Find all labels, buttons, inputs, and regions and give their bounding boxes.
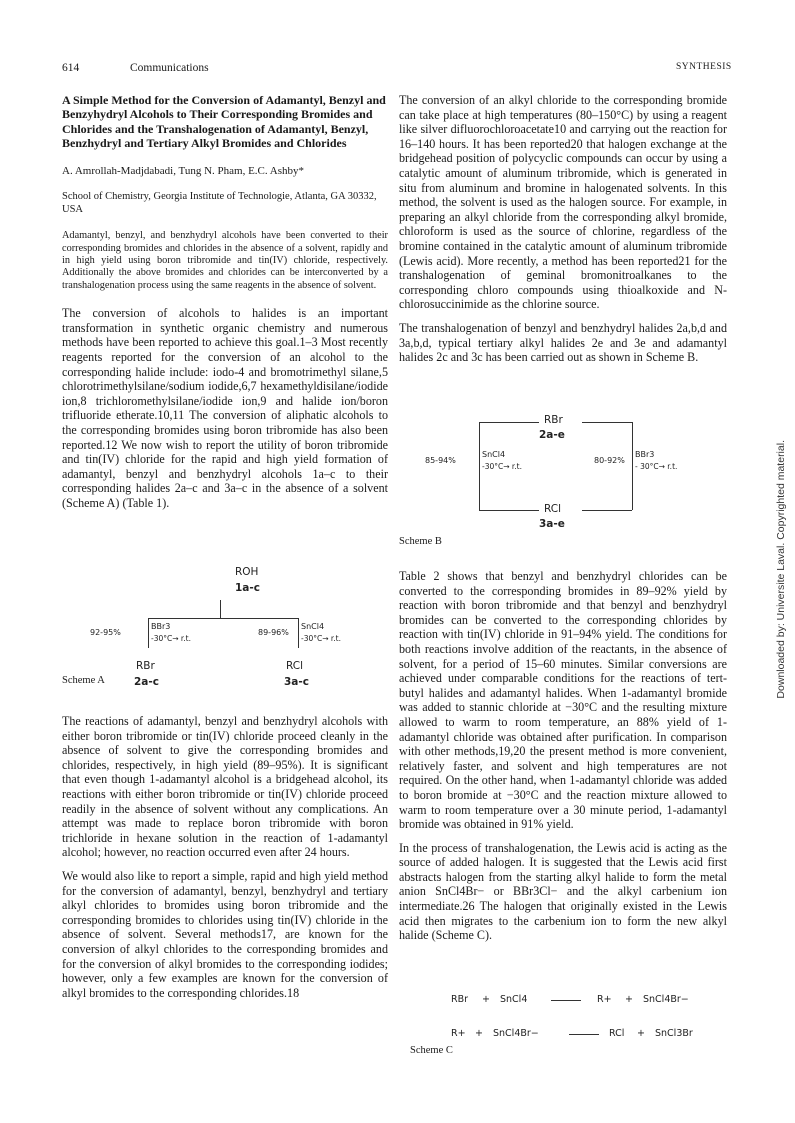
- scheme-c-r2-anion: SnCl4Br−: [493, 1028, 539, 1039]
- scheme-b-right-line: [632, 422, 633, 510]
- scheme-a-branch: [148, 618, 298, 619]
- scheme-c-r2-byproduct: SnCl3Br: [655, 1028, 693, 1039]
- right-column-lower: [399, 569, 727, 952]
- scheme-b-top-product-id: 2a-e: [539, 429, 565, 441]
- article-abstract: Adamantyl, benzyl, and benzhydryl alcohols have been converted to their corresponding bromides and chlorides in the absence of a solvent, rapidly and in high yield using boron tribromide and tin(IV) chloride, respectively. Additionally the above bromides and chlorides can be interconverted by a transhalogenation process using the same reagents in the absence of solvent.: [62, 230, 388, 291]
- scheme-c-r1-cation: R+: [597, 994, 612, 1005]
- scheme-c-label: Scheme C: [410, 1045, 453, 1056]
- article-affiliation: School of Chemistry, Georgia Institute of Technologie, Atlanta, GA 30332, USA: [62, 191, 377, 216]
- scheme-c-r1-arrow: [551, 1000, 581, 1001]
- scheme-c-r2-plus: +: [475, 1028, 483, 1039]
- scheme-a-right-yield: 89-96%: [258, 628, 289, 637]
- scheme-a-left-product-id: 2a-c: [134, 676, 159, 688]
- scheme-c-r1-plus2: +: [625, 994, 633, 1005]
- article-authors: A. Amrollah-Madjdabadi, Tung N. Pham, E.C. Ashby*: [62, 164, 305, 177]
- body-paragraph: We would also like to report a simple, rapid and high yield method for the conversion of adamantyl, benzyl, benzhydryl and tertiary alkyl chlorides to bromides using boron tribromide and the corresponding bromides to chlorides using tin(IV) chloride in the absence of solvent. Several methods17, are known for the conversion of alkyl chlorides to the corresponding bromides and for the conversion of alkyl bromides to the corresponding iodides; however, only a few examples are known for the conversion of alkyl bromides to the corresponding chlorides.18: [62, 868, 388, 1000]
- download-watermark: Downloaded by: Universite Laval. Copyrighted material.: [775, 440, 787, 699]
- scheme-b-top-product: RBr: [544, 414, 563, 426]
- scheme-b-bottom-line-right: [582, 510, 632, 511]
- scheme-a-left-product: RBr: [136, 660, 155, 672]
- scheme-a-stem: [220, 600, 221, 618]
- scheme-c-r2-cation: R+: [451, 1028, 466, 1039]
- scheme-a-right-reagent: SnCl4: [301, 622, 325, 631]
- journal-name: SYNTHESIS: [676, 62, 732, 72]
- scheme-a-left-yield: 92-95%: [90, 628, 121, 637]
- scheme-c: [399, 990, 727, 1050]
- scheme-c-r1-reactant: RBr: [451, 994, 469, 1005]
- scheme-a: [62, 560, 388, 700]
- scheme-b-right-reagent: BBr3: [635, 450, 655, 459]
- scheme-b-right-conditions: - 30°C→ r.t.: [635, 462, 678, 471]
- scheme-a-right-product: RCl: [286, 660, 304, 672]
- scheme-a-left-arrow: [148, 618, 149, 648]
- scheme-c-r2-arrow: [569, 1034, 599, 1035]
- body-paragraph: In the process of transhalogenation, the Lewis acid is acting as the source of added halogen. It is suggested that the Lewis acid first abstracts halogen from the starting alkyl halide to form the metal anion SnCl4Br− or BBr3Cl− and the alkyl carbenium ion intermediate.26 The halogen that originally existed in the Lewis acid then migrates to the carbenium ion to form the new alkyl halide (Scheme C).: [399, 840, 727, 943]
- body-paragraph: The transhalogenation of benzyl and benzhydryl halides 2a,b,d and 3a,b,d, typical tertiary alkyl halides 2e and 3e and adamantyl halides 2c and 3c has been carried out as shown in Scheme B.: [399, 320, 727, 365]
- body-paragraph: Table 2 shows that benzyl and benzhydryl chlorides can be converted to the corresponding bromides in 89–92% yield by reaction with boron tribromide and that benzyl and benzhydryl bromides can be converted to the corresponding chlorides by reaction with tin(IV) chloride in 91–94% yield. The conditions for both reactions involve addition of the reactants, in the absence of solvent, for a period of 15–60 minutes. Similar conversions are achieved under comparable conditions for the reactions of tert-butyl halides and adamantyl halides. When 1-adamantyl bromide was added to stannic chloride at −30°C and the resulting mixture allowed to warm to room temperature, an 88% yield of 1-adamantyl chloride was obtained after purification. In comparison with other methods,19,20 the present method is more convenient, relatively faster, and solvent and high temperatures are not required. On the other hand, when 1-adamantyl chloride was added to boron bromide at −30°C and the reaction mixture allowed to warm to room temperature over a 30 minute period, 1-adamantyl bromide was obtained in 91% yield.: [399, 569, 727, 832]
- scheme-a-reactant-id: 1a-c: [235, 582, 260, 594]
- article-title: A Simple Method for the Conversion of Adamantyl, Benzyl and Benzyhydryl Alcohols to Their Corresponding Bromides and Chlorides and the Transhalogenation of Adamantyl, Benzyl, Benzhydryl and Tertiary Alkyl Bromides and Chlorides: [62, 93, 386, 151]
- scheme-b-left-arrow: [479, 422, 480, 510]
- article-front-matter: [62, 93, 388, 520]
- scheme-a-label: Scheme A: [62, 675, 105, 686]
- scheme-b-bottom-arrow: [479, 510, 539, 511]
- left-column-lower: [62, 714, 388, 1009]
- scheme-a-right-product-id: 3a-c: [284, 676, 309, 688]
- scheme-c-r1-anion: SnCl4Br−: [643, 994, 689, 1005]
- body-paragraph: The reactions of adamantyl, benzyl and benzhydryl alcohols with either boron tribromide or tin(IV) chloride proceed cleanly in the absence of solvent to give the corresponding bromides and chlorides, respectively, in high yield (89–95%). It is significant that even though 1-adamantyl alcohol is a bridgehead alcohol, its reactions with either boron tribromide or tin(IV) chloride proceed readily in the absence of solvent without any complications. An attempt was made to replace boron tribromide with boron trichloride in hexane solution in the reaction of 1-adamantyl alcohol; however, no reaction occurred even after 24 hours.: [62, 714, 388, 860]
- scheme-b-left-yield: 85-94%: [425, 456, 456, 465]
- scheme-a-left-reagent: BBr3: [151, 622, 171, 631]
- scheme-b-bottom-product-id: 3a-e: [539, 518, 565, 530]
- scheme-a-right-arrow: [298, 618, 299, 648]
- right-column-upper: [399, 93, 727, 374]
- scheme-c-r1-plus: +: [482, 994, 490, 1005]
- scheme-b: [399, 412, 727, 532]
- scheme-b-bottom-product: RCl: [544, 503, 562, 515]
- scheme-b-label: Scheme B: [399, 536, 442, 547]
- scheme-b-left-conditions: -30°C→ r.t.: [482, 462, 523, 471]
- section-name: Communications: [130, 62, 209, 74]
- body-paragraph: The conversion of alcohols to halides is an important transformation in synthetic organic chemistry and numerous methods have been reported to achieve this goal.1–3 Most recently reagents reported for the conversion of an alcohol to the corresponding halide include: iodo-4 and bromotrimethyl silane,5 chlorotrimethylsilane/sodium iodide,6,7 hexamethyldisilane/iodide ion,8 trichloromethylsilane/iodide ion,9 and halide ion/boron trifluoride etherate.10,11 The conversion of aliphatic alcohols to the corresponding bromides using boron tribromide has also been reported.12 We now wish to report the utility of boron tribromide and tin(IV) chloride for the rapid and high yield formation of adamantyl, benzyl and benzhydryl alcohols 1a–c to their corresponding halides 2a–c and 3a–c in the absence of a solvent (Scheme A) (Table 1).: [62, 306, 388, 510]
- scheme-a-left-conditions: -30°C→ r.t.: [151, 634, 192, 643]
- body-paragraph: The conversion of an alkyl chloride to the corresponding bromide can take place at high temperatures (80–150°C) by using a reagent like silver difluorochloroacetate10 and carrying out the reaction for 16–140 hours. It has been reported20 that halogen exchange at the bridgehead position of polycyclic compounds can occur by using a catalytic amount of aluminum tribromide, which is generated in situ from aluminum and bromine in halogenated solvents. In this method, the solvent is used as the halogen source. For example, in preparing an alkyl chloride from the corresponding alkyl bromide, chloroform is used as the source of chlorine, regardless of the bromine contained in the catalytic amount of aluminum tribromide (Lewis acid). More recently, a method has been reported21 for the transhalogenation of geminal bromonitroalkanes to the corresponding chloro compounds using thioalkoxide and N-chlorosuccinimide as the chlorine source.: [399, 93, 727, 312]
- scheme-b-top-arrow: [582, 422, 632, 423]
- scheme-b-right-yield: 80-92%: [594, 456, 625, 465]
- page-number: 614: [62, 62, 80, 74]
- scheme-c-r2-product: RCl: [609, 1028, 625, 1039]
- scheme-b-top-line-left: [479, 422, 539, 423]
- scheme-c-r1-reagent: SnCl4: [500, 994, 528, 1005]
- scheme-b-left-reagent: SnCl4: [482, 450, 506, 459]
- scheme-a-right-conditions: -30°C→ r.t.: [301, 634, 342, 643]
- scheme-c-r2-plus2: +: [637, 1028, 645, 1039]
- scheme-a-reactant: ROH: [235, 566, 259, 578]
